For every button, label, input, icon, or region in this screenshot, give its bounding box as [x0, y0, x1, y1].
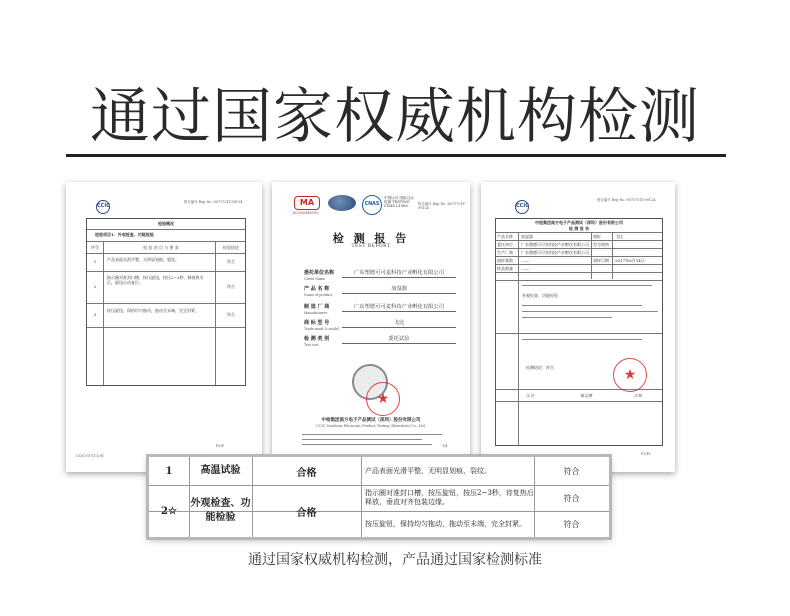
- report-title-english: TEST REPORT: [351, 244, 391, 249]
- test-result: 符合: [563, 493, 580, 503]
- col-header-result: 检验结论: [223, 245, 239, 250]
- text-line: [522, 339, 642, 340]
- table-row: 符合: [227, 259, 235, 264]
- report-title: 检 测 报 告: [332, 232, 410, 245]
- conclusion-item: 外观检查、功能检验: [522, 293, 558, 298]
- test-item: 高温试验: [200, 465, 241, 476]
- table-row: 到样日期: [593, 258, 609, 263]
- report-number: 报告编号 Rep No. 8071701T-09124: [418, 202, 466, 210]
- test-requirement: 按压旋钮，保持均匀拖动，拖动至末端，完全封紧。: [365, 519, 526, 528]
- conclusion-result: 检测结论：符合: [526, 365, 554, 370]
- table-row: 委托单位: [497, 242, 513, 247]
- signature: 江如: [634, 393, 642, 398]
- field-label-client-en: Client Name: [304, 277, 326, 281]
- page-number: 1/4: [442, 444, 448, 448]
- test-item: 外观检查、功能检验: [190, 498, 251, 523]
- cnas-logo: CNAS: [362, 195, 382, 215]
- field-label-product-en: Name of product: [304, 293, 333, 297]
- globe-logo-icon: [328, 195, 356, 211]
- table-title: 检验概况: [158, 221, 174, 226]
- report-detail-table: [495, 218, 663, 446]
- table-row: 符合: [227, 312, 235, 317]
- test-requirement: 指示圈对准封口槽，按压旋钮，按压2~3秒，待复热后释放，垂直对齐包装边缘。: [365, 489, 534, 506]
- text-line: [522, 311, 658, 312]
- table-row: 产品名称: [497, 234, 513, 239]
- table-row: 飞比: [615, 234, 623, 239]
- test-requirement: 产品表面光滑平整，无明显划痕、裂纹。: [365, 466, 491, 475]
- headline-underline: [66, 154, 726, 157]
- ccic-logo: CCIC: [515, 200, 529, 214]
- ccic-logo: CCIC: [96, 200, 110, 214]
- field-value-product: 加湿器: [342, 286, 456, 294]
- table-row: ——: [521, 266, 529, 271]
- test-standard: 合格: [296, 467, 317, 479]
- page-caption: 通过国家权威机构检测，产品通过国家检测标准: [248, 552, 542, 568]
- field-value-client: 广东塑德可可麦科技产业孵化有限公司: [342, 270, 456, 278]
- field-label-trademark-en: Trade mark & model: [304, 327, 339, 331]
- table-row: 广东塑德可可麦科技产业孵化有限公司: [521, 250, 589, 255]
- table-row: 商标: [593, 234, 601, 239]
- test-result: 符合: [563, 519, 580, 529]
- page-headline: 通过国家权威机构检测: [90, 82, 700, 152]
- text-line: [522, 317, 612, 318]
- table-row: 生产厂商: [497, 250, 513, 255]
- field-value-test-sort: 委托试验: [342, 336, 456, 344]
- field-label-product: 产 品 名 称: [304, 286, 330, 292]
- table-row: 符合: [227, 284, 235, 289]
- table-row: 产品表面光滑平整，无明显划痕、裂纹。: [107, 257, 179, 262]
- cma-code: 162000043583: [292, 211, 318, 215]
- address-line: [302, 434, 442, 435]
- field-label-trademark: 商 标 型 号: [304, 320, 330, 326]
- test-report-detail-document: [481, 182, 675, 472]
- signature: 江谷: [526, 393, 534, 398]
- table-row: 2: [93, 284, 97, 289]
- row-number: 2☆: [161, 505, 177, 517]
- table-row: 2017年6月14日: [615, 258, 645, 263]
- inspection-summary-document: [66, 182, 262, 472]
- report-title: 检 测 报 告: [568, 226, 590, 231]
- table-subtitle: 检验项目1：外观检查、功能检验: [95, 232, 154, 237]
- address-line: [302, 444, 432, 445]
- table-row: 按压旋钮，保持均匀拖动，拖动至末端，完全封紧。: [107, 308, 199, 313]
- col-header-item: 检 验 项 目 与 要 求: [143, 245, 179, 250]
- table-row: 抽样基数: [497, 258, 513, 263]
- cnas-caption: 中国认可 国际互认 检测 TESTING CNAS L1008: [384, 196, 414, 209]
- field-label-manufacturer: 制 造 厂 商: [304, 304, 330, 310]
- table-row: 广东塑德可可麦科技产业孵化有限公司: [521, 242, 589, 247]
- organization-header: 中检集团南方电子产品测试（深圳）股份有限公司: [535, 220, 623, 225]
- field-value-trademark: 飞比: [342, 320, 456, 328]
- field-label-client: 委托单位名称: [304, 270, 335, 276]
- table-row: 加湿器: [521, 234, 533, 239]
- text-line: [522, 285, 652, 286]
- test-report-cover-document: [272, 182, 470, 472]
- field-value-manufacturer: 广东塑德可可麦科技产业孵化有限公司: [342, 304, 456, 312]
- table-row: ——: [521, 258, 529, 263]
- table-row: 型号规格: [593, 242, 609, 247]
- test-results-table: [149, 457, 609, 537]
- table-row: 样品数量: [497, 266, 513, 271]
- table-row: 1: [93, 259, 97, 264]
- signature: 谢文德: [580, 393, 592, 398]
- inspection-table: [86, 218, 246, 386]
- field-label-manufacturer-en: Manufacturer: [304, 311, 328, 315]
- test-standard: 合格: [296, 507, 317, 519]
- testing-organization-en: CCIC Southern Electronic Product Testing (Shenzhen) Co., Ltd.: [316, 424, 426, 428]
- field-label-test-sort: 检 测 类 别: [304, 336, 330, 342]
- page-number: P1/P2: [641, 452, 652, 456]
- test-result: 符合: [563, 466, 580, 476]
- red-stamp: ★: [366, 382, 400, 416]
- report-number: 报告编号 Rep No. 8071701T-09124: [184, 200, 243, 204]
- field-label-test-sort-en: Test sort: [304, 343, 319, 347]
- table-row: 指示圈对准封口槽，按压旋钮，按压2~3秒，释放热水后，旋钮自动复位。: [107, 275, 204, 285]
- testing-organization: 中检集团南方电子产品测试（深圳）股份有限公司: [321, 418, 421, 423]
- report-number: 报告编号 Rep No. 8071701T-09124: [597, 198, 656, 202]
- cma-logo: MA: [294, 196, 320, 210]
- red-stamp: ★: [613, 358, 647, 392]
- text-line: [522, 305, 642, 306]
- page-number: P9/P: [216, 444, 224, 448]
- col-header-no: 序号: [91, 245, 99, 250]
- document-footer: CCIC-I07/T 1/01: [76, 454, 105, 458]
- table-row: 3: [93, 312, 97, 317]
- row-number: 1: [165, 465, 173, 477]
- address-line: [302, 439, 422, 440]
